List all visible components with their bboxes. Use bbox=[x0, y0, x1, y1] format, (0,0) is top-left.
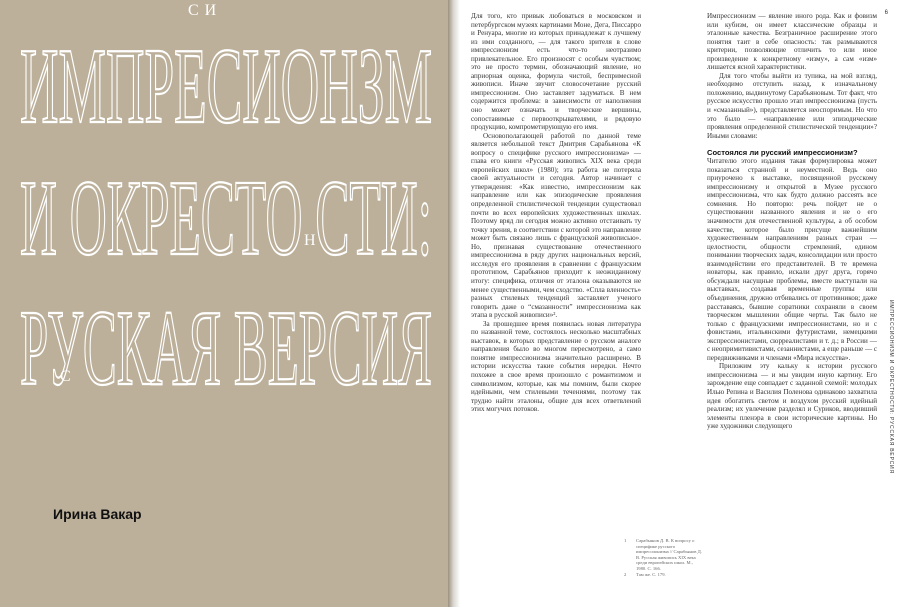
title-text-1: ИМПРЕСИОНЗМ bbox=[20, 27, 432, 146]
text-column-2 bbox=[707, 12, 877, 431]
paragraph: Для того, кто привык любоваться в московском и петербургском музеях картинами Моне, Дега, Писсарро и Ренуара, многие из которых принадлежат к лучшему из ими созданного, — для такого зрителя в слове импрессионизм есть что-то неотразимо привлекательное. Его произносят с особым чувством; это не просто термин, обозначающий явление, но априорная оценка, формула чистой, беспримесной живописи. Иначе звучит словосочетание русский импрессионизм. Оно заставляет задуматься. В нем содержится проблема: в зависимости от наполнения оно может означать и творческие вершины, сопоставимые с первооткрывателями, и рядовую продукцию, компрометирующую его имя. bbox=[471, 12, 641, 132]
paragraph: Импрессионизм — явление иного рода. Как и фовизм или кубизм, он имеет классические образцы и эталонные качества. Безграничное расширение этого понятия таит в себе опасность: так размываются критерии, позволяющие отличить то или иное произведение к конкретному «изму», а сам «изм» лишается ясной характеристики. bbox=[707, 12, 877, 72]
footnote-number: 1 bbox=[624, 538, 627, 543]
title-insert-2: Н bbox=[304, 232, 317, 249]
title-line-3 bbox=[20, 272, 435, 408]
footnote bbox=[624, 572, 704, 578]
footnote-text: Сарабьянов Д. В. К вопросу о специфике русского импрессионизма // Сарабьянов Д. В. Русская живопись XIX века среди европейских школ. М., 1980. С. 166. bbox=[636, 538, 702, 571]
footnote-text: Там же. С. 179. bbox=[636, 571, 666, 577]
article-page bbox=[460, 0, 900, 607]
author-name: Ирина Вакар bbox=[53, 506, 142, 522]
footnote-number: 2 bbox=[624, 571, 627, 577]
title-insert-1: С И bbox=[188, 2, 218, 19]
text-column-1 bbox=[471, 12, 641, 414]
title-line-2-svg bbox=[20, 142, 435, 278]
paragraph: Для того чтобы выйти из тупика, на мой взгляд, необходимо отступить назад, к изначальному положению, выдвинутому Сарабьяновым. Тот факт, что русское искусство прошло этап импрессионизма (пусть и «смазанный»), представляется неоспоримым. Но что это было — «направление или эпизодические проявления определенной стилистической тенденции»? Иными словами: bbox=[707, 71, 877, 140]
title-line-3-svg bbox=[20, 272, 435, 408]
spine-gutter bbox=[448, 0, 460, 607]
paragraph: За прошедшее время появилась новая литература по названной теме, состоялось несколько масштабных выставок, в которых представление о русском аналоге направления было во многом пересмотрено, а само понятие импрессионизма значительно расширено. В истории искусства такие события нередки. Нечто похожее в свое время произошло с романтизмом и символизмом, которые, как мы помним, были скорее идейными, чем стилевыми течениями, поэтому так трудно найти эталоны, общие для всех ответвлений этих могучих потоков. bbox=[471, 319, 641, 414]
paragraph: Основополагающей работой по данной теме является небольшой текст Дмитрия Сарабьянова «К вопросу о специфике русского импрессионизма» — глава его книги «Русская живопись XIX века среди европейских школ» (1980); эта работа не потеряла своей актуальности и сегодня. Автор начинает с утверждения: «Как известно, импрессионизм как направление или как эпизодические проявления определенной стилистической тенденции существовал почти во всех европейских художественных школах. Поэтому вряд ли сегодня можно активно отстаивать ту точку зрения, в соответствии с которой это направление может быть связано лишь с французской живописью». Но, признавая существование отечественного импрессионизма в ряду других национальных версий, исследуя его проявления в сравнении с французским прототипом, Сарабьянов приходит к неожиданному итогу: специфика, отличия от эталона оказываются не менее существенными, чем сходство. «Спла вленность» разных стилевых тенденций заставляет ученого говорить даже о “смазанности” импрессионизма как этапа в русской живописи»². bbox=[471, 131, 641, 320]
title-line-1-svg bbox=[20, 10, 435, 146]
title-line-1 bbox=[20, 10, 435, 146]
title-insert-3: С bbox=[60, 368, 72, 385]
running-head-text: ИМПРЕССИОНИЗМ И ОКРЕСТНОСТИ: РУССКАЯ ВЕРСИЯ bbox=[888, 300, 894, 474]
paragraph: Приложим эту кальку к истории русского импрессионизма — и мы увидим иную картину. Его зарождение еще совпадает с заданной схемой: молодых Илью Репина и Василия Поленова одинаково захватила идея обогатить светом и воздухом русский идейный реализм; их увлечение разделял и Суриков, вводивший элементы пленэра в свои исторические картины. Но уже художники следующего bbox=[707, 362, 877, 431]
section-subheading: Состоялся ли русский импрессионизм? bbox=[707, 148, 858, 158]
title-text-3: РУСКАЯ ВЕРСИЯ bbox=[20, 289, 432, 408]
running-head bbox=[886, 300, 896, 520]
footnotes bbox=[624, 538, 704, 577]
paragraph: Читателю этого издания такая формулировка может показаться странной и неуместной. Ведь оно приурочено к выставке, посвященной русскому импрессионизму и открытой в Музее русского импрессионизма, что как будто должно рассеять все сомнения. Но повторю: речь пойдет не о существовании названного явления и не о его значимости для отечественной культуры, а об особом качестве, которое было присуще важнейшим художественным направлениям разных стран — целостности, общности стремлений, едином понимании творческих задач, консолидации или просто взаимодействии его представителей. В те времена новаторы, как правило, искали друг друга, горячо обсуждали насущные проблемы, вместе выступали на выставках, создавая временные группы или объединения, дружно отбивались от противников; даже расставаясь, бывшие соратники сохраняли в своем творческом мышлении общие черты. Так было не только с французскими импрессионистами, но и с фовистами, итальянскими футуристами, немецкими экспрессионистами, сюрреалистами и т. д.; в России — с неопримитивистами, сезаннистами, а еще раньше — с передвижниками и членами «Мира искусства». bbox=[707, 157, 877, 362]
page-number: 6 bbox=[884, 10, 888, 16]
footnote bbox=[624, 538, 704, 572]
title-text-2: И ОКРЕСТО СТИ: bbox=[20, 159, 432, 278]
title-line-2 bbox=[20, 142, 435, 278]
